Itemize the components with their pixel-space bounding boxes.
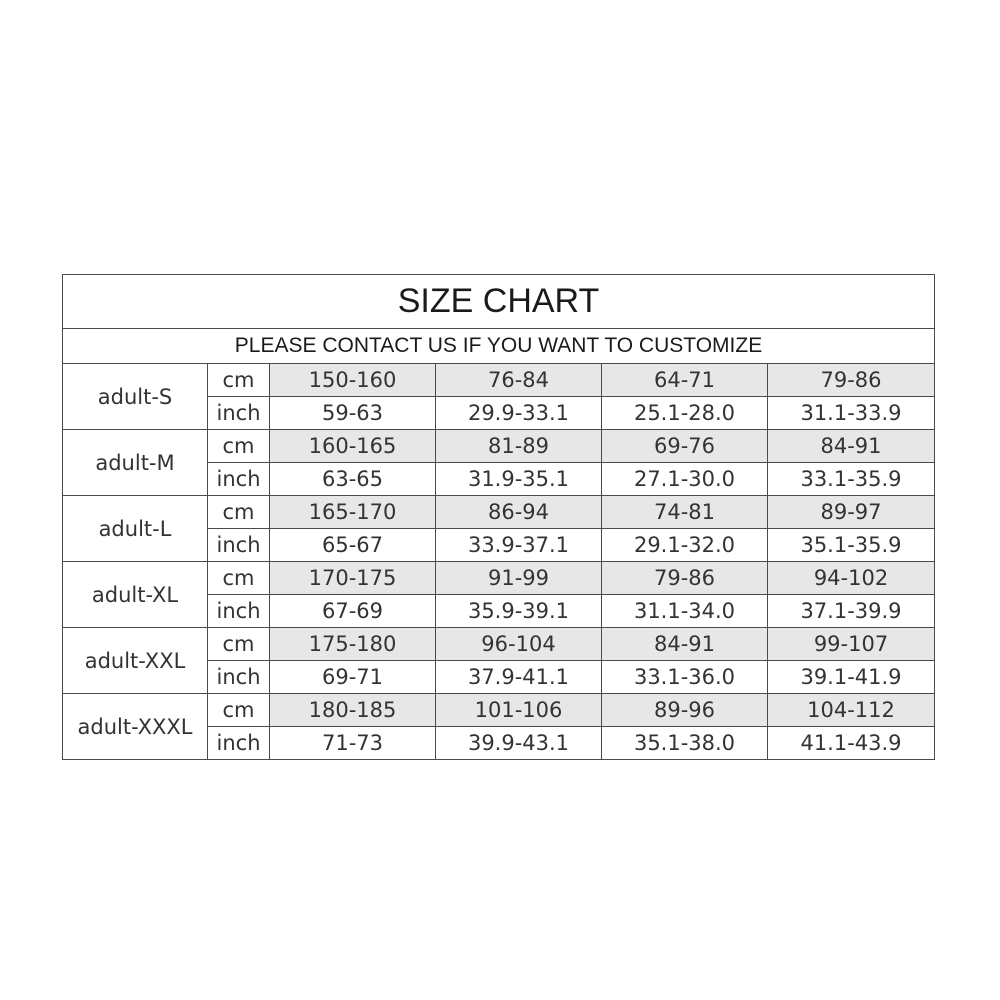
measurement-cell: 84-91 [768,430,935,463]
measurement-cell: 31.1-34.0 [602,595,768,628]
measurement-cell: 180-185 [270,694,436,727]
measurement-cell: 33.1-35.9 [768,463,935,496]
unit-label-inch: inch [208,397,270,430]
unit-label-inch: inch [208,727,270,760]
measurement-cell: 91-99 [436,562,602,595]
measurement-cell: 150-160 [270,364,436,397]
unit-label-inch: inch [208,529,270,562]
measurement-cell: 31.1-33.9 [768,397,935,430]
measurement-cell: 35.1-35.9 [768,529,935,562]
unit-label-cm: cm [208,364,270,397]
measurement-cell: 89-97 [768,496,935,529]
size-row-cm [63,430,935,463]
title-row [63,275,935,329]
chart-title: SIZE CHART [63,275,935,329]
size-label: adult-M [63,430,208,496]
measurement-cell: 25.1-28.0 [602,397,768,430]
size-label: adult-L [63,496,208,562]
size-label: adult-XXXL [63,694,208,760]
measurement-cell: 39.9-43.1 [436,727,602,760]
measurement-cell: 39.1-41.9 [768,661,935,694]
measurement-cell: 27.1-30.0 [602,463,768,496]
size-label: adult-XXL [63,628,208,694]
subtitle-row [63,329,935,364]
measurement-cell: 37.1-39.9 [768,595,935,628]
size-row-cm [63,694,935,727]
measurement-cell: 175-180 [270,628,436,661]
measurement-cell: 76-84 [436,364,602,397]
unit-label-cm: cm [208,694,270,727]
measurement-cell: 33.9-37.1 [436,529,602,562]
measurement-cell: 33.1-36.0 [602,661,768,694]
size-label: adult-S [63,364,208,430]
measurement-cell: 67-69 [270,595,436,628]
unit-label-inch: inch [208,595,270,628]
measurement-cell: 89-96 [602,694,768,727]
measurement-cell: 71-73 [270,727,436,760]
measurement-cell: 65-67 [270,529,436,562]
measurement-cell: 81-89 [436,430,602,463]
unit-label-cm: cm [208,496,270,529]
unit-label-cm: cm [208,628,270,661]
size-chart-table [62,274,935,760]
measurement-cell: 29.1-32.0 [602,529,768,562]
measurement-cell: 63-65 [270,463,436,496]
measurement-cell: 96-104 [436,628,602,661]
measurement-cell: 74-81 [602,496,768,529]
measurement-cell: 69-71 [270,661,436,694]
measurement-cell: 104-112 [768,694,935,727]
measurement-cell: 94-102 [768,562,935,595]
measurement-cell: 101-106 [436,694,602,727]
measurement-cell: 170-175 [270,562,436,595]
size-chart-body [63,275,935,760]
measurement-cell: 84-91 [602,628,768,661]
measurement-cell: 86-94 [436,496,602,529]
unit-label-inch: inch [208,661,270,694]
measurement-cell: 160-165 [270,430,436,463]
measurement-cell: 99-107 [768,628,935,661]
measurement-cell: 79-86 [602,562,768,595]
size-row-cm [63,496,935,529]
measurement-cell: 59-63 [270,397,436,430]
measurement-cell: 35.9-39.1 [436,595,602,628]
size-label: adult-XL [63,562,208,628]
measurement-cell: 69-76 [602,430,768,463]
measurement-cell: 31.9-35.1 [436,463,602,496]
measurement-cell: 41.1-43.9 [768,727,935,760]
measurement-cell: 35.1-38.0 [602,727,768,760]
unit-label-inch: inch [208,463,270,496]
measurement-cell: 64-71 [602,364,768,397]
measurement-cell: 165-170 [270,496,436,529]
unit-label-cm: cm [208,430,270,463]
measurement-cell: 79-86 [768,364,935,397]
measurement-cell: 29.9-33.1 [436,397,602,430]
unit-label-cm: cm [208,562,270,595]
measurement-cell: 37.9-41.1 [436,661,602,694]
size-row-cm [63,364,935,397]
size-row-cm [63,628,935,661]
chart-subtitle: PLEASE CONTACT US IF YOU WANT TO CUSTOMIZE [63,329,935,364]
size-row-cm [63,562,935,595]
